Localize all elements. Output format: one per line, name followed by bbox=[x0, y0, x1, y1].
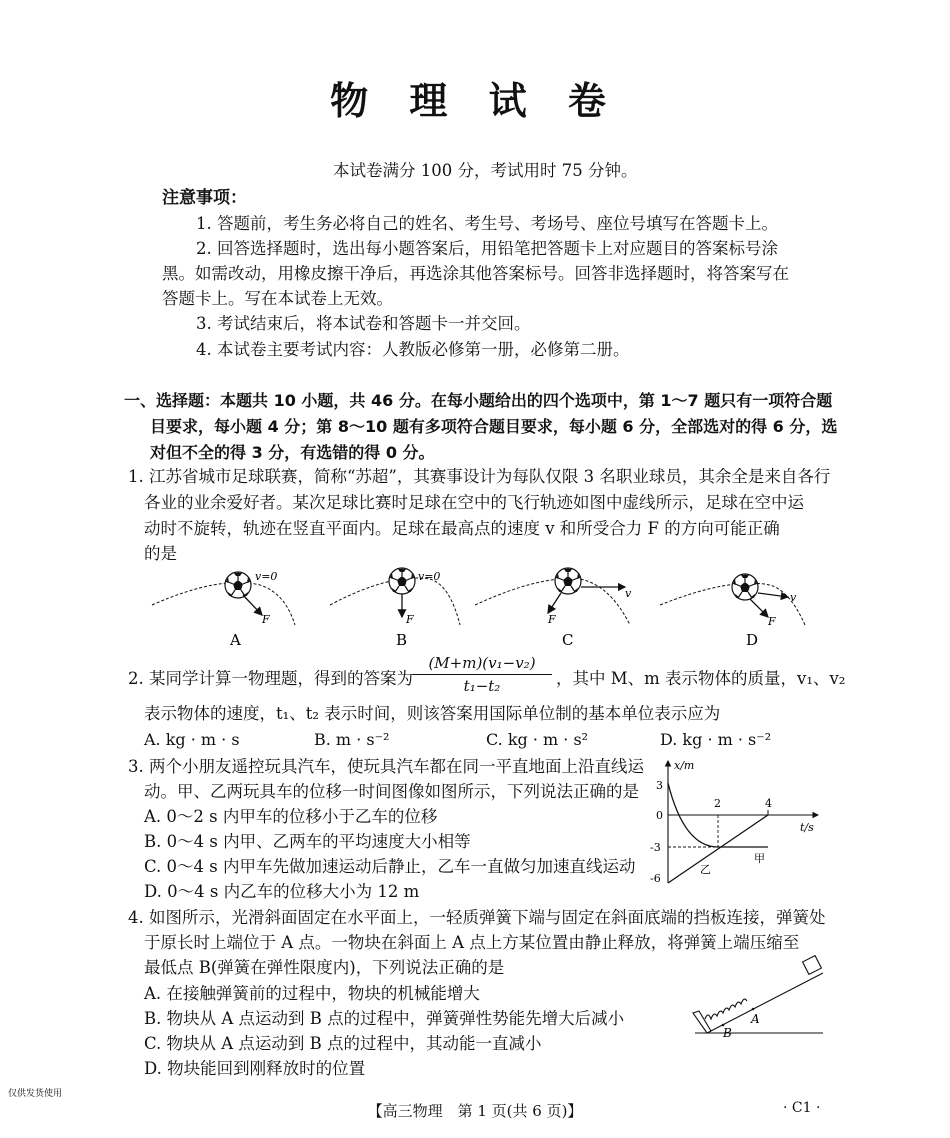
section-heading: 一、选择题：本题共 10 小题，共 46 分。在每小题给出的四个选项中，第 1～7 题只有一项符合题 bbox=[124, 391, 833, 410]
q4-text: 最低点 B(弹簧在弹性限度内)，下列说法正确的是 bbox=[144, 958, 505, 977]
q3-text: 3. 两个小朋友遥控玩具汽车，使玩具汽车都在同一平直地面上沿直线运 bbox=[128, 757, 644, 776]
section-heading: 对但不全的得 3 分，有选错的得 0 分。 bbox=[150, 443, 435, 462]
y-tick: 0 bbox=[656, 809, 663, 822]
y-tick: -3 bbox=[650, 841, 661, 854]
q4-text: 4. 如图所示，光滑斜面固定在水平面上，一轻质弹簧下端与固定在斜面底端的挡板连接，弹簧处 bbox=[128, 908, 826, 927]
q2-option-b: B. m · s⁻² bbox=[314, 730, 390, 749]
q3-xt-graph bbox=[640, 755, 830, 890]
y-tick: -6 bbox=[650, 872, 661, 885]
note-line: 2. 回答选择题时，选出每小题答案后，用铅笔把答题卡上对应题目的答案标号涂 bbox=[196, 239, 778, 258]
page-footer: 【高三物理 第 1 页(共 6 页)】 bbox=[367, 1102, 583, 1120]
q2-option-c: C. kg · m · s² bbox=[486, 730, 589, 749]
q1-text: 的是 bbox=[144, 544, 177, 563]
q4-option-c: C. 物块从 A 点运动到 B 点的过程中，其动能一直减小 bbox=[144, 1034, 542, 1053]
q1-figure-d bbox=[660, 574, 805, 649]
q2-prefix: 2. 某同学计算一物理题，得到的答案为 bbox=[128, 669, 413, 688]
q1-label-d: D bbox=[746, 631, 759, 649]
label-jia: 甲 bbox=[754, 852, 765, 865]
q2-fraction bbox=[412, 654, 552, 695]
x-tick: 4 bbox=[765, 797, 772, 810]
y-axis-label: x/m bbox=[674, 759, 695, 772]
point-b-label: B bbox=[723, 1026, 732, 1040]
q4-text: 于原长时上端位于 A 点。一物块在斜面上 A 点上方某位置由静止释放，将弹簧上端压缩至 bbox=[144, 933, 800, 952]
force-label: F bbox=[262, 613, 270, 626]
velocity-label: v bbox=[790, 591, 797, 604]
q3-option-c: C. 0～4 s 内甲车先做加速运动后静止，乙车一直做匀加速直线运动 bbox=[144, 857, 636, 876]
note-line: 1. 答题前，考生务必将自己的姓名、考生号、考场号、座位号填写在答题卡上。 bbox=[196, 214, 778, 233]
q2-option-a: A. kg · m · s bbox=[144, 730, 240, 749]
side-note: 仅供发货使用 bbox=[8, 1089, 63, 1099]
velocity-label: v bbox=[625, 587, 632, 600]
v0-label: v=0 bbox=[255, 570, 278, 583]
note-line: 4. 本试卷主要考试内容：人教版必修第一册，必修第二册。 bbox=[196, 340, 630, 359]
q1-figure-b bbox=[330, 568, 460, 649]
label-yi: 乙 bbox=[700, 863, 711, 876]
y-tick: 3 bbox=[656, 779, 663, 792]
q1-text: 1. 江苏省城市足球联赛，简称“苏超”，其赛事设计为每队仅限 3 名职业球员，其余全是来自各行 bbox=[128, 467, 831, 486]
q1-label-b: B bbox=[396, 631, 408, 649]
intro-text: 本试卷满分 100 分，考试用时 75 分钟。 bbox=[333, 161, 638, 180]
force-label: F bbox=[406, 613, 414, 626]
note-line: 黑。如需改动，用橡皮擦干净后，再选涂其他答案标号。回答非选择题时，将答案写在 bbox=[162, 264, 789, 283]
section-heading: 目要求，每小题 4 分；第 8～10 题有多项符合题目要求，每小题 6 分，全部选对的得 6 分，选 bbox=[150, 417, 838, 436]
q4-option-a: A. 在接触弹簧前的过程中，物块的机械能增大 bbox=[144, 984, 480, 1003]
q2-option-d: D. kg · m · s⁻² bbox=[660, 730, 772, 749]
force-label: F bbox=[548, 613, 556, 626]
q3-option-a: A. 0～2 s 内甲车的位移小于乙车的位移 bbox=[144, 807, 438, 826]
page-title: 物 理 试 卷 bbox=[330, 79, 620, 123]
v0-label: v=0 bbox=[418, 570, 441, 583]
q4-incline-figure bbox=[685, 955, 830, 1040]
q2-suffix: ，其中 M、m 表示物体的质量，v₁、v₂ bbox=[556, 669, 846, 688]
q2-text: 表示物体的速度，t₁、t₂ 表示时间，则该答案用国际单位制的基本单位表示应为 bbox=[144, 704, 721, 723]
notice-heading: 注意事项： bbox=[162, 188, 247, 208]
note-line: 3. 考试结束后，将本试卷和答题卡一并交回。 bbox=[196, 314, 531, 333]
q3-text: 动。甲、乙两玩具车的位移一时间图像如图所示，下列说法正确的是 bbox=[144, 782, 639, 801]
q4-option-d: D. 物块能回到刚释放时的位置 bbox=[144, 1059, 366, 1078]
q2-numerator: (M+m)(v₁−v₂) bbox=[412, 654, 552, 675]
q1-figure-c bbox=[475, 568, 632, 649]
q1-text: 各业的业余爱好者。某次足球比赛时足球在空中的飞行轨迹如图中虚线所示，足球在空中运 bbox=[144, 493, 804, 512]
x-tick: 2 bbox=[714, 797, 721, 810]
q1-label-a: A bbox=[230, 631, 241, 649]
q1-label-c: C bbox=[562, 631, 574, 649]
q3-option-d: D. 0～4 s 内乙车的位移大小为 12 m bbox=[144, 882, 420, 901]
q1-figures bbox=[140, 565, 820, 655]
footer-code: · C1 · bbox=[783, 1100, 821, 1116]
q1-text: 动时不旋转，轨迹在竖直平面内。足球在最高点的速度 v 和所受合力 F 的方向可能正确 bbox=[144, 519, 780, 538]
force-label: F bbox=[768, 615, 776, 628]
point-a-label: A bbox=[751, 1012, 760, 1026]
q2-denominator: t₁−t₂ bbox=[463, 677, 501, 695]
q1-figure-a bbox=[152, 570, 295, 649]
x-axis-label: t/s bbox=[800, 821, 814, 834]
q4-option-b: B. 物块从 A 点运动到 B 点的过程中，弹簧弹性势能先增大后减小 bbox=[144, 1009, 625, 1028]
q3-option-b: B. 0～4 s 内甲、乙两车的平均速度大小相等 bbox=[144, 832, 471, 851]
note-line: 答题卡上。写在本试卷上无效。 bbox=[162, 289, 393, 308]
